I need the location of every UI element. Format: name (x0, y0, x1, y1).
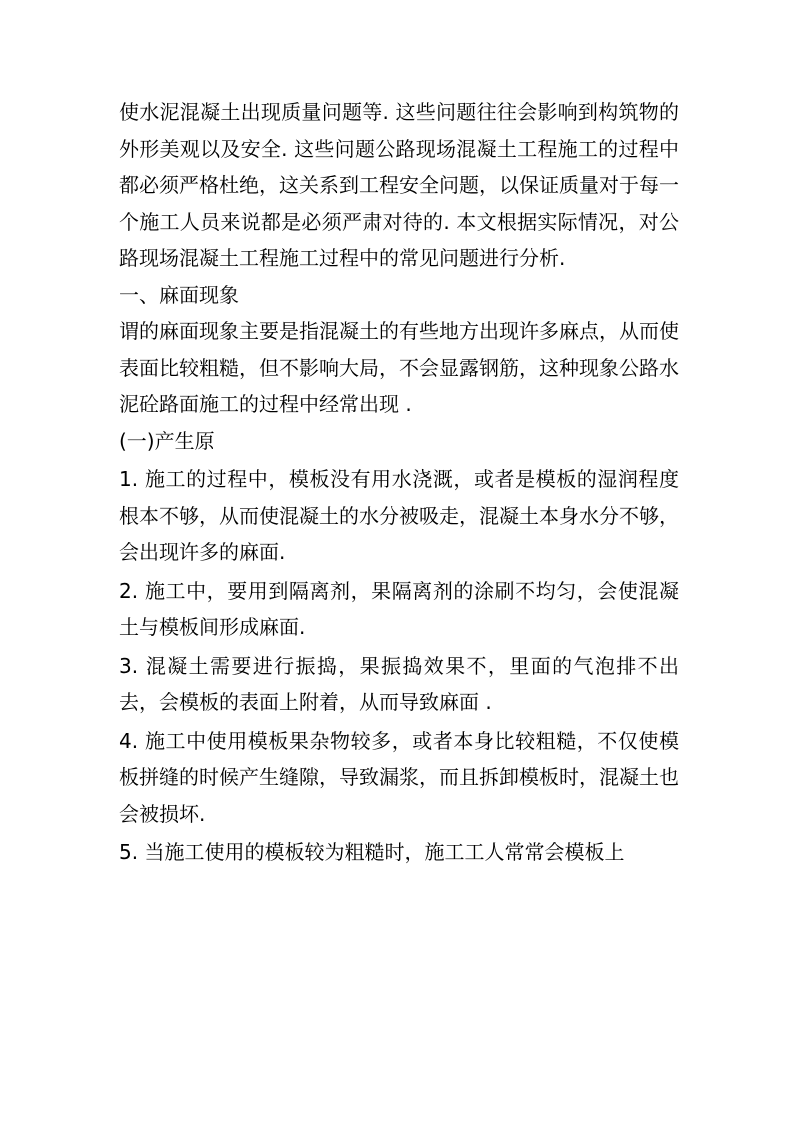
list-item: 4. 施工中使用模板果杂物较多，或者本身比较粗糙，不仅使模板拼缝的时候产生缝隙，导致漏浆，而且拆卸模板时，混凝土也会被损坏. (119, 728, 679, 826)
section-paragraph: 谓的麻面现象主要是指混凝土的有些地方出现许多麻点，从而使表面比较粗糙，但不影响大局，不会显露钢筋，这种现象公路水泥砼路面施工的过程中经常出现 . (119, 319, 679, 416)
document-body (119, 94, 679, 871)
list-item: 2. 施工中，要用到隔离剂，果隔离剂的涂刷不均匀，会使混凝土与模板间形成麻面. (119, 578, 679, 639)
subsection-heading: (一)产生原 (119, 428, 215, 453)
section-heading: 一、麻面现象 (119, 282, 239, 307)
list-item: 1. 施工的过程中，模板没有用水浇溉，或者是模板的湿润程度根本不够，从而使混凝土的水分被吸走，混凝土本身水分不够，会出现许多的麻面. (119, 467, 679, 564)
list-item: 5. 当施工使用的模板较为粗糙时，施工工人常常会模板上 (119, 840, 625, 864)
intro-paragraph: 使水泥混凝土出现质量问题等. 这些问题往往会影响到构筑物的外形美观以及安全. 这些问题公路现场混凝土工程施工的过程中都必须严格杜绝，这关系到工程安全问题，以保证质量对于每一个施工人员来说都是必须严肃对待的. 本文根据实际情况，对公路现场混凝土工程施工过程中的常见问题进行分析. (119, 100, 679, 270)
list-item: 3. 混凝土需要进行振捣，果振捣效果不，里面的气泡排不出去，会模板的表面上附着，从而导致麻面 . (119, 653, 679, 714)
